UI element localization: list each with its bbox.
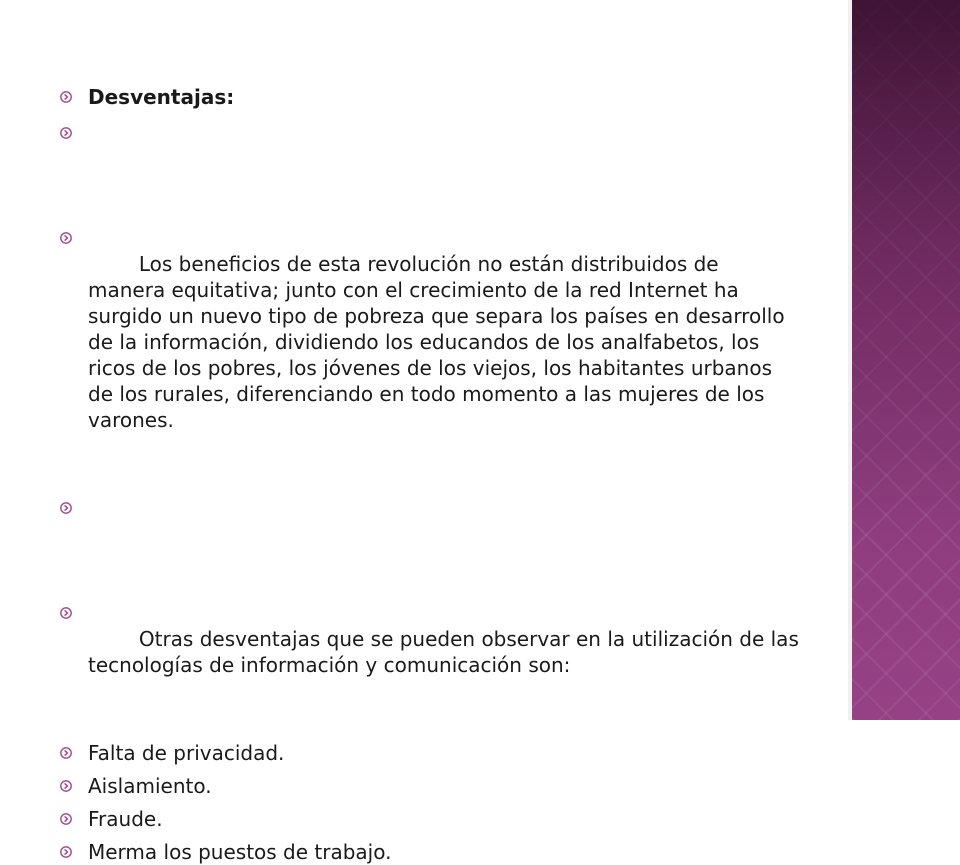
bullet-item-fraud [60,806,800,832]
paragraph-benefits: Los beneficios de esta revolución no están distribuidos de manera equitativa; junto con el crecimiento de la red Internet ha surgido un nuevo tipo de pobreza que separa los países en desarrollo de la información, dividiendo los educandos de los analfabetos, los ricos de los pobres, los jóvenes de los viejos, los habitantes urbanos de los rurales, diferenciando en todo momento a las mujeres de los varones. [88,252,791,432]
list-item-text: Fraude. [88,807,163,831]
circle-chevron-icon [60,747,72,759]
bullet-item-jobs [60,839,800,865]
bullet-item-isolation [60,773,800,799]
bullet-item-privacy [60,740,800,766]
circle-chevron-icon [60,846,72,858]
bullet-item-paragraph-2 [60,548,806,730]
paragraph-other-disadvantages: Otras desventajas que se pueden observar en la utilización de las tecnologías de información y comunicación son: [88,627,806,677]
section-title: Desventajas: [88,85,235,109]
circle-chevron-icon [60,127,72,139]
circle-chevron-icon [60,91,72,103]
slide-content [60,84,806,865]
list-item-text: Aislamiento. [88,774,212,798]
circle-chevron-icon [60,555,72,567]
circle-chevron-icon [60,180,72,192]
circle-chevron-icon [60,813,72,825]
bullet-item-empty [60,120,800,146]
bullet-item-title [60,84,800,110]
decorative-side-panel [848,0,960,720]
bullet-item-paragraph-1 [60,173,800,485]
list-item-text: Falta de privacidad. [88,741,285,765]
list-item-text: Merma los puestos de trabajo. [88,840,392,864]
circle-chevron-icon [60,502,72,514]
circle-chevron-icon [60,780,72,792]
bullet-item-empty-2 [60,495,800,521]
